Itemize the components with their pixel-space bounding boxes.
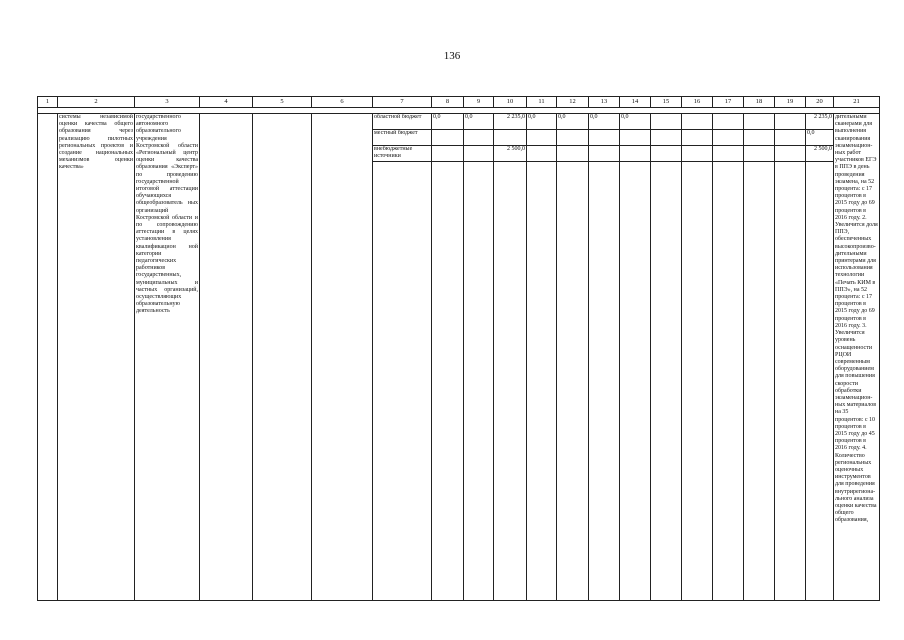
- header-cell: 5: [253, 97, 312, 108]
- value-cell: 0,0: [432, 114, 464, 130]
- header-cell: 8: [432, 97, 464, 108]
- header-row: [38, 97, 880, 108]
- value-cell: [432, 130, 464, 146]
- value-cell: [744, 130, 775, 146]
- value-cell: [527, 130, 557, 146]
- funding-source: местный бюджет: [373, 130, 432, 146]
- value-cell: [651, 114, 682, 130]
- page-number: 136: [443, 50, 461, 62]
- value-cell: [464, 130, 494, 146]
- funding-source: внебюджетные источники: [373, 146, 432, 162]
- col-5-cell: [253, 114, 312, 601]
- header-cell: 18: [744, 97, 775, 108]
- value-cell: [557, 146, 589, 162]
- col-4-cell: [200, 114, 253, 601]
- header-cell: 15: [651, 97, 682, 108]
- value-cell: [682, 146, 713, 162]
- funding-row-regional: [38, 114, 880, 130]
- header-cell: 13: [589, 97, 620, 108]
- empty-cell: [651, 162, 682, 601]
- empty-cell: [620, 162, 651, 601]
- empty-cell: [373, 162, 432, 601]
- value-cell: [527, 146, 557, 162]
- header-cell: 19: [775, 97, 806, 108]
- total-cell: 0,0: [806, 130, 834, 146]
- value-cell: 0,0: [464, 114, 494, 130]
- col-1-cell: [38, 114, 58, 601]
- header-cell: 6: [312, 97, 373, 108]
- value-cell: [651, 130, 682, 146]
- value-cell: [432, 146, 464, 162]
- empty-cell: [557, 162, 589, 601]
- empty-cell: [527, 162, 557, 601]
- header-cell: 12: [557, 97, 589, 108]
- value-cell: [620, 146, 651, 162]
- results-cell: дительными сканерами для выполнения сканирования экзаменацион-ных работ участников ЕГЭ в ППЭ в день проведения экзамена, на 52 процента: с 17 процентов в 2015 году до 69 процентов в 2016 году. 2. Увеличится доля ППЭ, обеспеченных высокопроизво-дительными принтерами для использования технологии «Печать КИМ в ППЭ», на 52 процента: с 17 процентов в 2015 году до 69 процентов в 2016 году. 3. Увеличится уровень оснащенности РЦОИ современным оборудованием для повышения скорости обработки экзаменацион-ных материалов на 35 процентов: с 10 процентов в 2015 году до 45 процентов в 2016 году. 4. Количество региональных оценочных инструментов для проведения внутрирегиона-льного анализа оценки качества общего образования,: [834, 114, 880, 601]
- value-cell: 2 235,0: [494, 114, 527, 130]
- budget-table: [37, 96, 880, 601]
- header-cell: 14: [620, 97, 651, 108]
- header-cell: 7: [373, 97, 432, 108]
- value-cell: [464, 146, 494, 162]
- value-cell: 2 500,0: [494, 146, 527, 162]
- value-cell: [713, 146, 744, 162]
- value-cell: 0,0: [557, 114, 589, 130]
- empty-cell: [432, 162, 464, 601]
- value-cell: [589, 146, 620, 162]
- empty-cell: [806, 162, 834, 601]
- value-cell: [494, 130, 527, 146]
- value-cell: [744, 146, 775, 162]
- header-cell: 17: [713, 97, 744, 108]
- value-cell: [682, 114, 713, 130]
- total-cell: 2 500,0: [806, 146, 834, 162]
- empty-cell: [744, 162, 775, 601]
- value-cell: [775, 114, 806, 130]
- value-cell: 0,0: [527, 114, 557, 130]
- empty-cell: [494, 162, 527, 601]
- empty-cell: [464, 162, 494, 601]
- value-cell: 0,0: [589, 114, 620, 130]
- value-cell: [589, 130, 620, 146]
- value-cell: [713, 130, 744, 146]
- header-cell: 20: [806, 97, 834, 108]
- header-cell: 3: [135, 97, 200, 108]
- value-cell: [775, 146, 806, 162]
- value-cell: 0,0: [620, 114, 651, 130]
- value-cell: [651, 146, 682, 162]
- empty-cell: [589, 162, 620, 601]
- activity-name-cell: системы независимой оценки качества общего образования через реализацию пилотных региональных проектов и создание национальных механизмов оценки качества»: [58, 114, 135, 601]
- header-cell: 4: [200, 97, 253, 108]
- value-cell: [744, 114, 775, 130]
- empty-cell: [775, 162, 806, 601]
- funding-source: областной бюджет: [373, 114, 432, 130]
- total-cell: 2 235,0: [806, 114, 834, 130]
- header-cell: 16: [682, 97, 713, 108]
- col-6-cell: [312, 114, 373, 601]
- header-cell: 9: [464, 97, 494, 108]
- header-cell: 1: [38, 97, 58, 108]
- value-cell: [557, 130, 589, 146]
- header-cell: 2: [58, 97, 135, 108]
- value-cell: [620, 130, 651, 146]
- header-cell: 21: [834, 97, 880, 108]
- value-cell: [713, 114, 744, 130]
- executor-cell: государственного автономного образовательного учреждения Костромской области «Региональный центр оценки качества образования «Эксперт» по проведению государственной итоговой аттестации обучающихся общеобразователь ных организаций Костромской области и по сопровождению аттестации в целях установления квалификацион ной категории педагогических работников государственных, муниципальных и частных организаций, осуществляющих образовательную деятельность: [135, 114, 200, 601]
- value-cell: [682, 130, 713, 146]
- empty-cell: [682, 162, 713, 601]
- empty-cell: [713, 162, 744, 601]
- header-cell: 11: [527, 97, 557, 108]
- value-cell: [775, 130, 806, 146]
- header-cell: 10: [494, 97, 527, 108]
